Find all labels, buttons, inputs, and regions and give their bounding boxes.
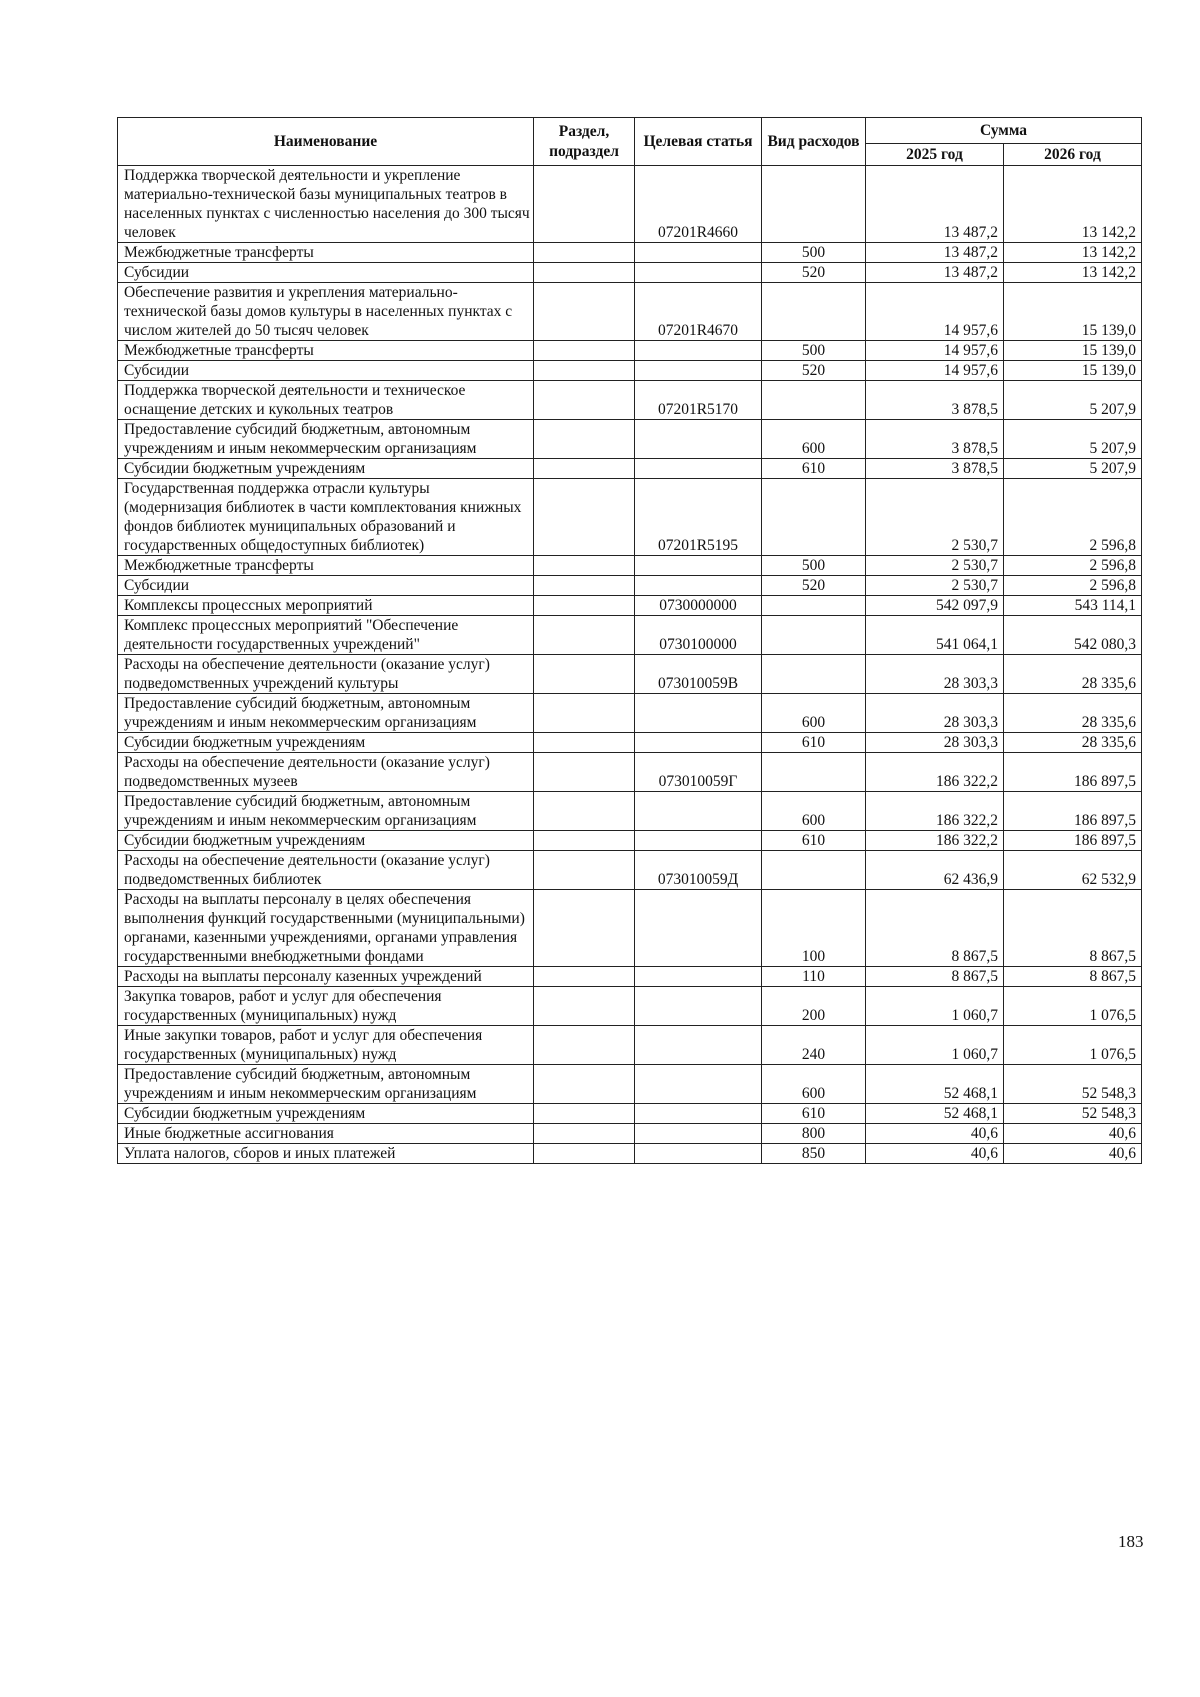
row-sum-2025-cell: 2 530,7 (866, 576, 1004, 596)
row-kind-cell: 610 (762, 1104, 866, 1124)
row-sum-2025-cell: 28 303,3 (866, 655, 1004, 694)
row-kind-cell: 100 (762, 890, 866, 967)
row-name-cell: Обеспечение развития и укрепления материально-технической базы домов культуры в населенных пунктах с числом жителей до 50 тысяч человек (118, 283, 534, 341)
row-kind-cell: 520 (762, 361, 866, 381)
row-kind-cell (762, 851, 866, 890)
table-row (118, 1104, 1142, 1124)
row-sum-2026-cell: 28 335,6 (1004, 733, 1142, 753)
row-name-cell: Субсидии бюджетным учреждениям (118, 1104, 534, 1124)
row-sum-2025-cell: 186 322,2 (866, 753, 1004, 792)
row-sum-2026-cell: 5 207,9 (1004, 381, 1142, 420)
row-sum-2026-cell: 13 142,2 (1004, 166, 1142, 243)
row-sum-2025-cell: 52 468,1 (866, 1065, 1004, 1104)
row-sum-2025-cell: 13 487,2 (866, 166, 1004, 243)
row-name-cell: Субсидии бюджетным учреждениям (118, 733, 534, 753)
row-sum-2026-cell: 28 335,6 (1004, 694, 1142, 733)
table-row (118, 263, 1142, 283)
row-sum-2025-cell: 186 322,2 (866, 792, 1004, 831)
row-section-cell (534, 576, 635, 596)
row-sum-2026-cell: 28 335,6 (1004, 655, 1142, 694)
row-target-cell (635, 967, 762, 987)
row-name-cell: Расходы на обеспечение деятельности (оказание услуг) подведомственных библиотек (118, 851, 534, 890)
table-row (118, 381, 1142, 420)
row-sum-2026-cell: 5 207,9 (1004, 459, 1142, 479)
row-sum-2025-cell: 186 322,2 (866, 831, 1004, 851)
row-kind-cell (762, 596, 866, 616)
table-row (118, 361, 1142, 381)
row-kind-cell: 520 (762, 576, 866, 596)
header-name: Наименование (118, 118, 534, 166)
row-sum-2026-cell: 543 114,1 (1004, 596, 1142, 616)
row-sum-2025-cell: 40,6 (866, 1124, 1004, 1144)
page-number: 183 (1118, 1532, 1144, 1551)
table-row (118, 694, 1142, 733)
row-name-cell: Межбюджетные трансферты (118, 341, 534, 361)
table-row (118, 831, 1142, 851)
table-row (118, 616, 1142, 655)
row-kind-cell (762, 166, 866, 243)
row-sum-2026-cell: 15 139,0 (1004, 283, 1142, 341)
row-target-cell (635, 556, 762, 576)
row-name-cell: Предоставление субсидий бюджетным, автономным учреждениям и иным некоммерческим организациям (118, 694, 534, 733)
row-name-cell: Закупка товаров, работ и услуг для обеспечения государственных (муниципальных) нужд (118, 987, 534, 1026)
row-kind-cell: 240 (762, 1026, 866, 1065)
row-kind-cell (762, 616, 866, 655)
row-name-cell: Поддержка творческой деятельности и техническое оснащение детских и кукольных театров (118, 381, 534, 420)
row-target-cell (635, 1124, 762, 1144)
row-sum-2025-cell: 1 060,7 (866, 1026, 1004, 1065)
row-sum-2025-cell: 542 097,9 (866, 596, 1004, 616)
row-sum-2026-cell: 15 139,0 (1004, 341, 1142, 361)
row-section-cell (534, 1144, 635, 1164)
row-sum-2026-cell: 2 596,8 (1004, 576, 1142, 596)
row-sum-2025-cell: 14 957,6 (866, 283, 1004, 341)
row-name-cell: Расходы на выплаты персоналу в целях обеспечения выполнения функций государственными (муниципальными) органами, казенными учреждениями, органами управления государственными внебюджетными фондами (118, 890, 534, 967)
row-sum-2025-cell: 62 436,9 (866, 851, 1004, 890)
header-section: Раздел, подраздел (534, 118, 635, 166)
row-name-cell: Расходы на обеспечение деятельности (оказание услуг) подведомственных учреждений культуры (118, 655, 534, 694)
row-sum-2025-cell: 1 060,7 (866, 987, 1004, 1026)
row-section-cell (534, 283, 635, 341)
row-sum-2025-cell: 3 878,5 (866, 459, 1004, 479)
row-name-cell: Предоставление субсидий бюджетным, автономным учреждениям и иным некоммерческим организациям (118, 1065, 534, 1104)
row-name-cell: Предоставление субсидий бюджетным, автономным учреждениям и иным некоммерческим организациям (118, 420, 534, 459)
header-kind: Вид расходов (762, 118, 866, 166)
table-row (118, 792, 1142, 831)
table-row (118, 576, 1142, 596)
table-row (118, 556, 1142, 576)
row-sum-2026-cell: 52 548,3 (1004, 1104, 1142, 1124)
row-section-cell (534, 243, 635, 263)
row-target-cell (635, 576, 762, 596)
row-kind-cell: 500 (762, 341, 866, 361)
row-sum-2026-cell: 8 867,5 (1004, 890, 1142, 967)
header-sum: Сумма (866, 118, 1142, 144)
row-target-cell (635, 890, 762, 967)
table-row (118, 341, 1142, 361)
row-sum-2026-cell: 40,6 (1004, 1124, 1142, 1144)
row-target-cell: 073010059B (635, 655, 762, 694)
row-target-cell (635, 1026, 762, 1065)
table-row (118, 459, 1142, 479)
row-target-cell (635, 1144, 762, 1164)
row-kind-cell: 200 (762, 987, 866, 1026)
row-name-cell: Предоставление субсидий бюджетным, автономным учреждениям и иным некоммерческим организациям (118, 792, 534, 831)
row-target-cell (635, 694, 762, 733)
table-row (118, 655, 1142, 694)
row-sum-2026-cell: 1 076,5 (1004, 987, 1142, 1026)
row-kind-cell: 610 (762, 459, 866, 479)
row-sum-2026-cell: 186 897,5 (1004, 792, 1142, 831)
row-section-cell (534, 479, 635, 556)
row-sum-2026-cell: 542 080,3 (1004, 616, 1142, 655)
row-target-cell (635, 831, 762, 851)
row-sum-2025-cell: 3 878,5 (866, 381, 1004, 420)
row-sum-2025-cell: 28 303,3 (866, 733, 1004, 753)
row-sum-2026-cell: 15 139,0 (1004, 361, 1142, 381)
table-row (118, 283, 1142, 341)
row-section-cell (534, 1065, 635, 1104)
row-sum-2025-cell: 52 468,1 (866, 1104, 1004, 1124)
row-sum-2025-cell: 8 867,5 (866, 967, 1004, 987)
table-row (118, 1124, 1142, 1144)
row-target-cell: 07201R4660 (635, 166, 762, 243)
row-kind-cell: 600 (762, 792, 866, 831)
row-section-cell (534, 459, 635, 479)
row-name-cell: Комплексы процессных мероприятий (118, 596, 534, 616)
table-row (118, 166, 1142, 243)
row-name-cell: Уплата налогов, сборов и иных платежей (118, 1144, 534, 1164)
row-section-cell (534, 381, 635, 420)
row-section-cell (534, 1124, 635, 1144)
row-kind-cell (762, 381, 866, 420)
row-kind-cell: 600 (762, 420, 866, 459)
row-name-cell: Иные бюджетные ассигнования (118, 1124, 534, 1144)
row-target-cell (635, 987, 762, 1026)
row-sum-2025-cell: 28 303,3 (866, 694, 1004, 733)
row-section-cell (534, 890, 635, 967)
table-row (118, 596, 1142, 616)
table-row (118, 243, 1142, 263)
row-section-cell (534, 753, 635, 792)
row-section-cell (534, 263, 635, 283)
table-row (118, 753, 1142, 792)
table-row (118, 1026, 1142, 1065)
table-row (118, 1144, 1142, 1164)
row-sum-2025-cell: 541 064,1 (866, 616, 1004, 655)
row-section-cell (534, 166, 635, 243)
row-kind-cell (762, 655, 866, 694)
row-kind-cell: 600 (762, 694, 866, 733)
row-section-cell (534, 987, 635, 1026)
row-section-cell (534, 420, 635, 459)
row-section-cell (534, 616, 635, 655)
row-sum-2025-cell: 40,6 (866, 1144, 1004, 1164)
row-name-cell: Субсидии бюджетным учреждениям (118, 831, 534, 851)
row-name-cell: Субсидии бюджетным учреждениям (118, 459, 534, 479)
row-target-cell (635, 361, 762, 381)
row-kind-cell: 800 (762, 1124, 866, 1144)
row-target-cell (635, 263, 762, 283)
row-kind-cell: 500 (762, 243, 866, 263)
row-target-cell: 073010059Г (635, 753, 762, 792)
row-sum-2025-cell: 13 487,2 (866, 243, 1004, 263)
row-section-cell (534, 596, 635, 616)
row-sum-2025-cell: 14 957,6 (866, 341, 1004, 361)
row-name-cell: Субсидии (118, 576, 534, 596)
row-name-cell: Межбюджетные трансферты (118, 556, 534, 576)
row-kind-cell: 610 (762, 733, 866, 753)
row-sum-2026-cell: 186 897,5 (1004, 831, 1142, 851)
row-section-cell (534, 733, 635, 753)
row-kind-cell: 520 (762, 263, 866, 283)
row-kind-cell (762, 753, 866, 792)
row-name-cell: Комплекс процессных мероприятий "Обеспечение деятельности государственных учреждений" (118, 616, 534, 655)
table-row (118, 890, 1142, 967)
row-target-cell (635, 341, 762, 361)
row-target-cell (635, 243, 762, 263)
row-kind-cell: 610 (762, 831, 866, 851)
row-target-cell (635, 1065, 762, 1104)
table-row (118, 1065, 1142, 1104)
row-sum-2025-cell: 13 487,2 (866, 263, 1004, 283)
row-kind-cell: 600 (762, 1065, 866, 1104)
row-sum-2025-cell: 2 530,7 (866, 556, 1004, 576)
row-section-cell (534, 851, 635, 890)
budget-table-sheet (117, 117, 1141, 1164)
row-section-cell (534, 831, 635, 851)
row-section-cell (534, 1026, 635, 1065)
row-sum-2026-cell: 186 897,5 (1004, 753, 1142, 792)
table-row (118, 733, 1142, 753)
header-year-2025: 2025 год (866, 144, 1004, 166)
row-name-cell: Субсидии (118, 263, 534, 283)
row-target-cell: 07201R5195 (635, 479, 762, 556)
row-sum-2026-cell: 2 596,8 (1004, 479, 1142, 556)
row-kind-cell (762, 283, 866, 341)
row-target-cell: 0730000000 (635, 596, 762, 616)
row-kind-cell: 110 (762, 967, 866, 987)
row-section-cell (534, 792, 635, 831)
row-target-cell: 07201R5170 (635, 381, 762, 420)
row-section-cell (534, 694, 635, 733)
row-sum-2026-cell: 52 548,3 (1004, 1065, 1142, 1104)
row-sum-2026-cell: 13 142,2 (1004, 263, 1142, 283)
row-name-cell: Межбюджетные трансферты (118, 243, 534, 263)
row-sum-2026-cell: 62 532,9 (1004, 851, 1142, 890)
row-sum-2026-cell: 1 076,5 (1004, 1026, 1142, 1065)
row-sum-2025-cell: 8 867,5 (866, 890, 1004, 967)
table-row (118, 479, 1142, 556)
row-sum-2026-cell: 13 142,2 (1004, 243, 1142, 263)
table-row (118, 420, 1142, 459)
row-target-cell: 073010059Д (635, 851, 762, 890)
row-name-cell: Субсидии (118, 361, 534, 381)
row-name-cell: Государственная поддержка отрасли культуры (модернизация библиотек в части комплектования книжных фондов библиотек муниципальных образований и государственных общедоступных библиотек) (118, 479, 534, 556)
row-section-cell (534, 1104, 635, 1124)
row-target-cell (635, 733, 762, 753)
row-sum-2025-cell: 2 530,7 (866, 479, 1004, 556)
row-section-cell (534, 556, 635, 576)
row-name-cell: Поддержка творческой деятельности и укрепление материально-технической базы муниципальных театров в населенных пунктах с численностью населения до 300 тысяч человек (118, 166, 534, 243)
row-target-cell (635, 1104, 762, 1124)
row-sum-2026-cell: 2 596,8 (1004, 556, 1142, 576)
row-target-cell (635, 420, 762, 459)
row-kind-cell: 850 (762, 1144, 866, 1164)
row-sum-2026-cell: 8 867,5 (1004, 967, 1142, 987)
row-target-cell (635, 792, 762, 831)
budget-table (117, 117, 1142, 1164)
row-section-cell (534, 655, 635, 694)
header-year-2026: 2026 год (1004, 144, 1142, 166)
row-name-cell: Расходы на обеспечение деятельности (оказание услуг) подведомственных музеев (118, 753, 534, 792)
row-sum-2026-cell: 5 207,9 (1004, 420, 1142, 459)
row-kind-cell: 500 (762, 556, 866, 576)
header-target: Целевая статья (635, 118, 762, 166)
row-section-cell (534, 361, 635, 381)
row-kind-cell (762, 479, 866, 556)
row-sum-2026-cell: 40,6 (1004, 1144, 1142, 1164)
row-section-cell (534, 967, 635, 987)
row-sum-2025-cell: 14 957,6 (866, 361, 1004, 381)
row-target-cell: 0730100000 (635, 616, 762, 655)
table-row (118, 851, 1142, 890)
row-target-cell: 07201R4670 (635, 283, 762, 341)
table-body (118, 166, 1142, 1164)
row-target-cell (635, 459, 762, 479)
row-name-cell: Иные закупки товаров, работ и услуг для обеспечения государственных (муниципальных) нужд (118, 1026, 534, 1065)
row-section-cell (534, 341, 635, 361)
table-row (118, 967, 1142, 987)
row-sum-2025-cell: 3 878,5 (866, 420, 1004, 459)
row-name-cell: Расходы на выплаты персоналу казенных учреждений (118, 967, 534, 987)
table-row (118, 987, 1142, 1026)
